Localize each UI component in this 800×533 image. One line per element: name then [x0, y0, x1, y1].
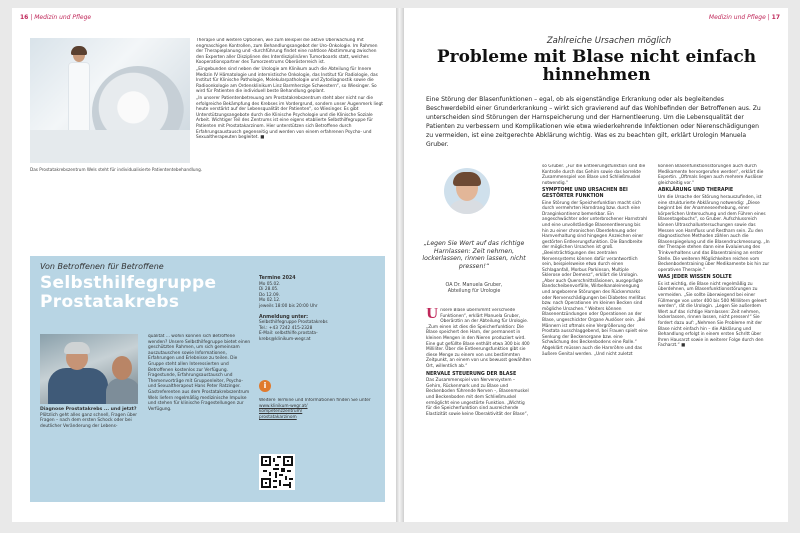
left-page-header: 16 | Medizin und Pflege — [20, 14, 92, 21]
paragraph: können Blasenfunktionsstörungen auch durch Medikamente hervorgerufen werden“, erklärt die Expertin. „Oftmals liegen auch mehrere Auslöser gleichzeitig vor.“ — [658, 164, 764, 186]
paragraph: Um die Ursache der Störung herauszufinden, ist eine strukturierte Abklärung notwendig: „Diese beginnt bei der Anamneseerhebung, einer körperlichen Untersuchung und dem Führen eines Blasentagebuchs“, so Gruber. Aufschlussreich können Ultraschalluntersuchungen sowie das Messen von Harnfluss und Restharn sein. Zu den diagnostischen Methoden zählen auch die Blasenspiegelung und die Blasendruckmessung. „In der Therapie stehen dann eine Evaluierung des Trinkverhaltens und das Blasentraining an erster Stelle. Die weiteren Möglichkeiten reichen vom Beckenbodentraining über Medikamente bis hin zur operativen Therapie.“ — [658, 194, 770, 273]
right-page-header: Medizin und Pflege | 17 — [708, 14, 780, 21]
photo-caption: Das Prostatakrebszentrum Wels steht für individualisierte Patiententebehandlung. — [30, 167, 203, 172]
pull-quote: „Legen Sie Wert auf das richtige Harnlassen: Zeit nehmen, lockerlassen, rinnen lassen, nicht pressen!“ — [422, 240, 526, 270]
paragraph: Das Zusammenspiel von Nervensystem – Gehirn, Rückenmark und zu Blase und Beckenboden führende Nerven –, Blasenmuskel und Beckenboden mit dem Schließmuskel ermöglicht eine ungestörte Funktion. „Wichtig für die Speicherfunktion sind ausreichende Elastizität sowie keine Überaktivität der Blase“, — [426, 378, 529, 417]
termin-date: Di 28.05. — [259, 287, 279, 293]
left-page — [12, 8, 396, 522]
qr-code[interactable] — [259, 454, 295, 490]
quote-author-department: Abteilung für Urologie — [447, 289, 501, 294]
paragraph: so Gruber. „Für die Entleerungsfunktion sind die Kontrolle durch das Gehirn sowie das korrekte Zusammenspiel von Blase und Schließmuskel notwendig.“ — [542, 164, 646, 186]
box-title-line: Selbsthilfegruppe — [40, 273, 217, 293]
box-subtitle: Von Betroffenen für Betroffene — [40, 262, 164, 271]
subheading: WAS JEDER WISSEN SOLLTE — [658, 275, 732, 281]
subheading: NERVALE STEUERUNG DER BLASE — [426, 371, 517, 377]
anmeldung-email: krebs@klinikum-wegr.at — [259, 336, 311, 342]
patient-bed — [30, 130, 190, 163]
article-column-2 — [542, 164, 648, 504]
paragraph: qualität ... wohin können sich Betroffene wenden? Unsere Selbsthilfegruppe bietet einen geschützten Rahmen, um sich gemeinsam auszutauschen sowie Informationen, Erfahrungen und Erlebnisse zu teilen. Die Gruppe steht allen Interessierten und Betroffenen kostenlos zur Verfügung. Fragestunde, Erfahrungsaustausch und Themenvorträge mit Gruppenleiter, Psycho- und Sexualtherapeut Hans Peter Ratzinger. Gastreferenten aus dem Prostatakrebszentrum Wels liefern regelmäßig medizinische Impulse und stehen für klinische Fragestellungen zur Verfügung. — [148, 334, 251, 412]
box-title — [40, 274, 216, 312]
page-number-right: 17 — [771, 14, 780, 21]
group-photo — [40, 334, 138, 404]
anmeldung-line: Selbsthilfegruppe Prostatakrebs — [259, 320, 328, 326]
info-link[interactable]: www.klinikum-wegr.at/ — [259, 403, 308, 409]
page-number-left: 16 — [20, 14, 29, 21]
quote-author — [422, 283, 526, 295]
paragraph: Eine Störung der Speicherfunktion macht sich durch vermehrten Harndrang bzw. durch eine Dranginkontinenz bemerkbar. Ein angeschwächter oder unterbrochener Harnstrahl und eine unvollständige Blasenentleerung bis hin zu einer chronischen Überdehnung oder Harnverhaltung sind hingegen Anzeichen einer gestörten Entleerungsfunktion. Die Bandbreite der möglichen Ursachen ist groß. „Beeinträchtigungen des zentralen Nervensystems können dafür verantwortlich sein, beispielsweise etwa durch einen Schlaganfall, Morbus Parkinson, Multiple Sklerose oder Demenz“, erklärt die Urologin. „Aber auch Querschnittsläsionen, ausgeprägte Bandscheibenvorfälle, Wirbelkanaleinengung und angeborene Störungen des Rückenmarks oder Nervenschädigungen bei Diabetes mellitus bzw. nach Operationen im kleinen Becken sind mögliche Ursachen.“ Weiters können Blasenentzündungen oder Operationen an der Blase, ungeschickter Organe Auslöser sein. „Bei Männern ist oftmals eine Vergrößerung der Prostata ausschlaggebend, bei Frauen spielt eine Senkung der Beckenorgane bzw. eine Schwächung des Beckenbodens eine Rolle.“ Abgeklärt müssen auch die Harnröhre und das äußere Genital werden. „Und nicht zuletzt — [542, 200, 648, 357]
author-portrait — [444, 168, 490, 214]
termine-heading: Termine 2024 — [259, 276, 296, 281]
paragraph: „In unserer Patientenbetreuung am Prostatakrebszentrum steht aber nicht nur die erfolgreiche Bekämpfung des Krebses im Vordergrund, sondern unser Augenmerk liegt heute verstärkt auf der Lebensqualität der Patienten“, so Wiesinger. Es gibt Unterstützungsangebote durch die Klinische Psychologie und die Klinische Soziale Arbeit. Wichtiger Teil des Zentrums ist eine eigens etablierte Selbsthilfegruppe für Patienten mit Prostatakarzinom. Hier unterstützen sich Betroffene durch Erfahrungsaustausch gegenseitig und werden von einem erfahrenen Psycho- und Sexualtherapeuten begleitet. ■ — [196, 95, 383, 141]
page-gutter — [396, 8, 404, 522]
subheading: ABKLÄRUNG UND THERAPIE — [658, 188, 734, 194]
info-link[interactable]: prostatakarzinom — [259, 414, 297, 420]
subheading: SYMPTOME UND URSACHEN BEI GESTÖRTER FUNKTION — [542, 188, 628, 199]
termin-date: Mo 05.02. — [259, 281, 281, 287]
hospital-photo — [30, 38, 190, 163]
paragraph: „Eingebunden sind neben der Urologie am Klinikum auch die Abteilung für Innere Medizin IV Hämatologie und internistische Onkologie, das Institut für Radiologie, das Institut für Klinische Pathologie, Molekularpathologie und Zytodiagnostik sowie die Radioonkologie am Ordensklinikum Linz Barmherzige Schwestern“, so Wiesinger. So wird für Patienten die individuell beste Behandlung geplant. — [196, 66, 378, 95]
section-label-right: Medizin und Pflege — [708, 14, 766, 21]
anmeldung-phone: Tel.: +43 7242 415-2328 — [259, 325, 313, 331]
anmeldung-email: E-Mail: selbsthilfe.prostata- — [259, 331, 318, 337]
paragraph: Therapie und weitere Optionen, wie zum Beispiel die aktive Überwachung mit engmaschigen Kontrollen, zum Behandlungsangebot der Uro-Onkologie. Im Rahmen der Therapieplanung und -durchführung findet eine nahtlose Abstimmung zwischen den Experten aller Disziplinen des Interdisziplinären Tumorboards statt, welches Kooperationspartner des Tumorzentrums Oberösterreich ist. — [196, 38, 378, 66]
support-group-box — [30, 256, 385, 502]
paragraph: nsere Blase übernimmt verschiede Funktionen“, erklärt Manuela Gruber, Oberärztin an der Abteilung für Urologie. „Zum einen ist dies die Speicherfunktion: Die Blase speichert den Harn, der permanent in kleinen Mengen in den Nieren produziert wird. Eine gut gefüllte Blase enthält etwa 300 bis 400 Milliliter. Über die Entleerungsfunktion gibt sie diese Menge zu einem von uns bestimmten Zeitpunkt, an einem von uns bewusst gewählten Ort, willentlich ab.“ — [426, 308, 531, 369]
left-article-column — [196, 38, 384, 243]
article-kicker: Zahlreiche Ursachen möglich — [546, 36, 672, 46]
drop-cap: U — [426, 308, 439, 322]
termin-date: Do 12.09. — [259, 292, 280, 298]
termin-time: jeweils 18:00 bis 20:00 Uhr — [259, 303, 318, 309]
article-title: Probleme mit Blase nicht einfach hinnehmen — [436, 47, 757, 85]
box-title-line: Prostatakrebs — [40, 292, 180, 312]
diagnose-text: Plötzlich geht alles ganz schnell, Fragen über Fragen – nach dem ersten Schock oder bei deutlicher Veränderung der Lebens- — [40, 412, 138, 429]
info-block — [259, 398, 379, 420]
box-middle-column — [148, 334, 252, 494]
quote-author-name: OA Dr. Manuela Gruber, — [445, 283, 503, 288]
termine-block — [259, 276, 379, 343]
termin-date: Mo 02.12. — [259, 298, 281, 304]
diagnose-block — [40, 407, 140, 430]
article-column-3 — [658, 164, 770, 504]
article-lead: Eine Störung der Blasenfunktionen – egal, ob als eigenständige Erkrankung oder als begleitendes Beschwerdebild einer Grunderkrankung – wirkt sich gravierend auf das Wohlbefinden der Betroffenen aus. Zu unterscheiden sind Störungen der Harnspeicherung und der Harnentleerung. Um die Lebensqualität der Patienten zu verbessern und Komplikationen wie etwa wiederkehrende Infektionen oder Nierenschädigungen zu vermeiden, ist eine zeitgerechte Abklärung wichtig. Was es zu beachten gilt, erklärt Urologin Manuela Gruber. — [426, 96, 761, 148]
diagnose-heading: Diagnose Prostatakrebs ... und jetzt? — [40, 407, 137, 412]
info-icon: i — [259, 380, 271, 392]
info-link[interactable]: kompetenzzentrum/ — [259, 409, 303, 415]
anmeldung-heading: Anmeldung unter: — [259, 314, 309, 320]
section-label-left: Medizin und Pflege — [34, 14, 92, 21]
info-text: Weitere Termine und Informationen finden Sie unter — [259, 398, 371, 403]
article-column-1 — [426, 308, 532, 504]
paragraph: Es ist wichtig, die Blase nicht regelmäßig zu überdehnen, um Blasenfunktionsstörungen zu vermeiden. „Sie sollte überwiegend bei einer Füllmenge von unter 400 bis 500 Millilitern geleert werden“, rät die Urologin. „Legen Sie außerdem Wert auf das richtige Harnlassen: Zeit nehmen, lockerlassen, rinnen lassen, nicht pressen!“ Sie fordert dazu auf: „Nehmen Sie Probleme mit der Blase nicht einfach hin – die Abklärung und Behandlung erfolgt in einem ersten Schritt über Ihren Hausarzt sowie in weiterer Folge durch den Facharzt.“ ■ — [658, 281, 767, 349]
right-page — [404, 8, 788, 522]
